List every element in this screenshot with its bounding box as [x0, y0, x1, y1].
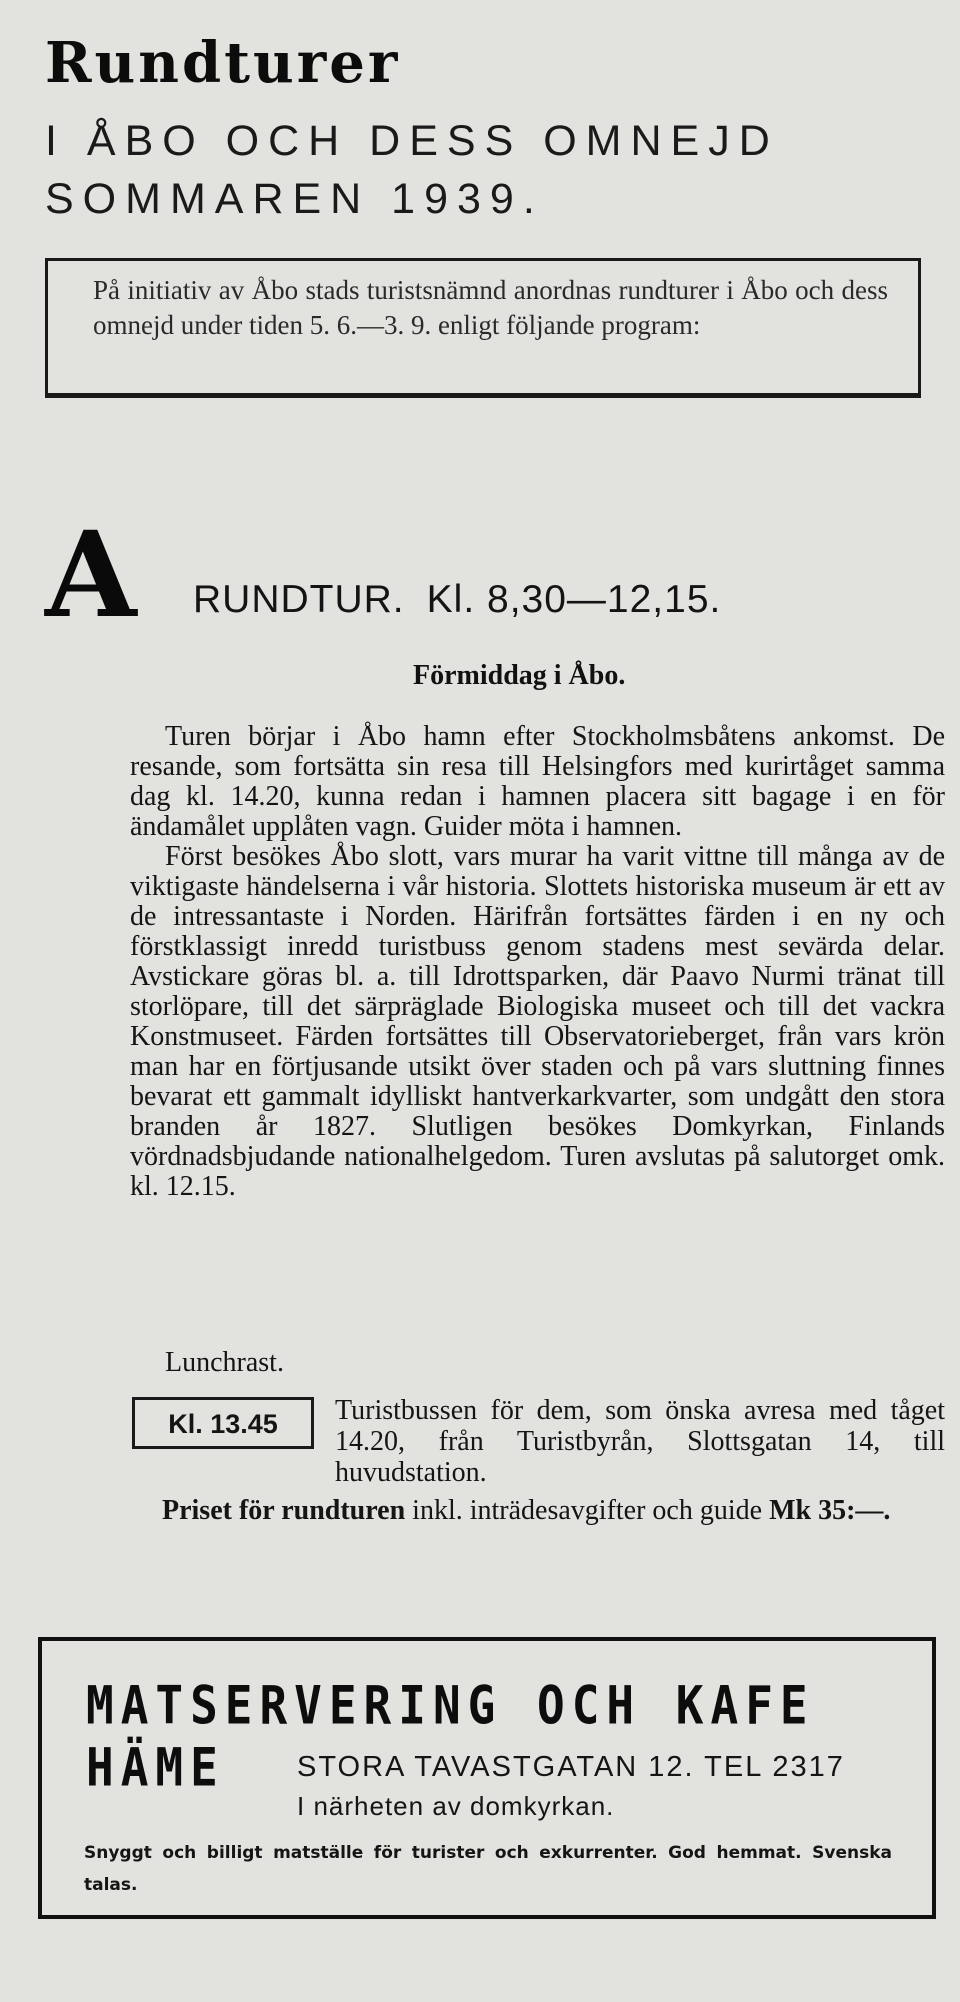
bus-text: Turistbussen för dem, som önska avresa med tåget 14.20, från Turistbyrån, Slottsgatan 14, till huvudstation.	[335, 1395, 945, 1488]
tour-subtitle: Förmiddag i Åbo.	[413, 660, 626, 691]
tour-heading	[193, 578, 743, 622]
price-paragraph	[130, 1495, 945, 1526]
price-value: Mk 35:—.	[769, 1495, 891, 1526]
bus-time-box: Kl. 13.45	[132, 1397, 314, 1449]
ad-address: STORA TAVASTGATAN 12. TEL 2317	[297, 1751, 845, 1783]
lunch-note: Lunchrast.	[165, 1347, 284, 1378]
subtitle-line-1: I ÅBO OCH DESS OMNEJD	[45, 117, 779, 165]
ad-note: Snyggt och billigt matställe för turister och exkurrenter. God hemmat. Svenska talas.	[84, 1843, 892, 1895]
tour-paragraph: Turen börjar i Åbo hamn efter Stockholmsbåtens ankomst. De resande, som fortsätta sin resa till Helsingfors med kurirtåget samma dag kl. 14.20, kunna redan i hamnen placera sitt bagage i en för ändamålet upplåten vagn. Guider möta i hamnen.	[130, 721, 945, 842]
intro-box	[45, 258, 921, 398]
tour-description	[130, 722, 945, 1202]
tour-letter: A	[45, 505, 137, 644]
ad-location: I närheten av domkyrkan.	[297, 1791, 615, 1821]
price-label: Priset för rundturen	[162, 1495, 406, 1526]
price-text: inkl. inträdesavgifter och guide	[412, 1495, 763, 1526]
ad-business-name: MATSERVERING OCH KAFE HÄME	[86, 1674, 815, 1799]
advertisement-box	[38, 1637, 936, 1919]
tour-time: Kl. 8,30—12,15.	[426, 578, 722, 621]
document-subtitle	[45, 112, 925, 228]
tour-label: RUNDTUR.	[193, 578, 405, 621]
subtitle-line-2: SOMMAREN 1939.	[45, 175, 544, 223]
tour-paragraph: Först besökes Åbo slott, vars murar ha varit vittne till många av de viktigaste händelserna i vår historia. Slottets historiska museum är ett av de intressantaste i Norden. Härifrån fortsättes färden i en ny och förstklassigt inredd turistbuss genom stadens mest sevärda delar. Avstickare göras bl. a. till Idrottsparken, där Paavo Nurmi tränat till storlöpare, till det särpräglade Biologiska museet och till det vackra Konstmuseet. Färden fortsättes till Observatorieberget, från vars krön man har en förtjusande utsikt över staden och på vars sluttning finnes bevarat ett gammalt idylliskt hantverkarkvarter, som undgått den stora branden år 1827. Slutligen besökes Domkyrkan, Finlands vördnadsbjudande nationalhelgedom. Turen avslutas på salutorget omk. kl. 12.15.	[130, 841, 945, 1202]
document-title: Rundturer	[45, 30, 401, 96]
intro-text: På initiativ av Åbo stads turistsnämnd anordnas rundturer i Åbo och dess omnejd under tiden 5. 6.—3. 9. enligt följande program:	[93, 275, 888, 340]
